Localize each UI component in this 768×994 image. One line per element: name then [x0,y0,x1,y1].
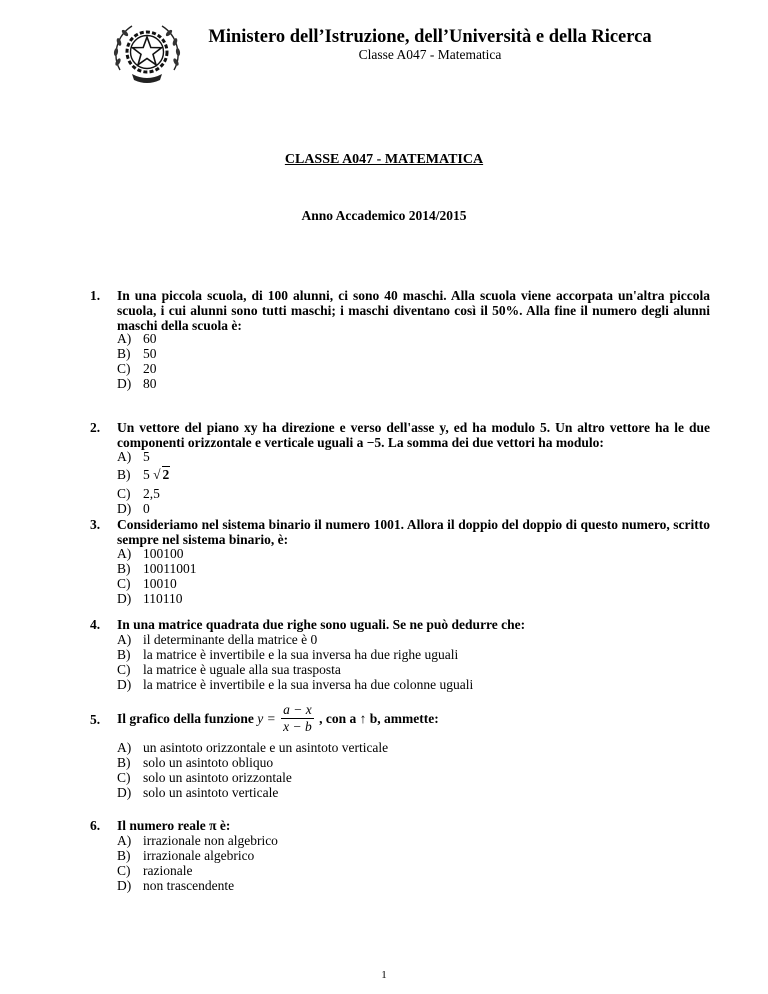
question-number: 6. [90,818,101,833]
square-root: √ 2 [153,467,170,482]
ministry-title: Ministero dell’Istruzione, dell’Università e della Ricerca [208,27,652,47]
option-b: B) 50 [117,346,157,361]
option-a: A) 60 [117,331,157,346]
option-a: A) il determinante della matrice è 0 [117,632,318,647]
document-title: CLASSE A047 - MATEMATICA [284,152,484,167]
question-number: 4. [90,617,101,632]
option-c: C) 2,5 [117,486,160,501]
ministry-subtitle: Classe A047 - Matematica [358,47,502,62]
function-fraction: $\frac{a - x}{x - b}$ [283,702,312,734]
option-d: D) solo un asintoto verticale [117,785,279,800]
option-d: D) 80 [117,376,157,391]
option-a: A) un asintoto orizzontale e un asintoto verticale [117,740,389,755]
question-number: 5. [90,712,101,727]
option-b: B) 5 √ 2 [117,464,170,486]
option-list [117,833,278,893]
option-c: C) solo un asintoto orizzontale [117,770,292,785]
question-text: Un vettore del piano xy ha direzione e verso dell'asse y, ed ha modulo 5. Un altro vettore ha le due componenti orizzontale e verticale uguali a −5. La somma dei due vettori ha modulo: [117,420,710,450]
question-text: In una matrice quadrata due righe sono uguali. Se ne può dedurre che: [117,617,526,632]
option-c: C) 20 [117,361,157,376]
option-list [117,449,170,516]
academic-year: Anno Accademico 2014/2015 [301,208,467,223]
option-b: B) 10011001 [117,561,197,576]
option-c: C) razionale [117,863,193,878]
option-a: A) 5 [117,449,150,464]
page-number: 1 [381,969,387,981]
question-text: Il grafico della funzione y = $\frac{a - x}{x - b}$ , con a ↑ b, ammette: [117,702,439,734]
option-d: D) la matrice è invertibile e la sua inversa ha due colonne uguali [117,677,474,692]
option-c: C) la matrice è uguale alla sua trasposta [117,662,341,677]
option-d: D) 0 [117,501,150,516]
option-b: B) la matrice è invertibile e la sua inversa ha due righe uguali [117,647,459,662]
question-text: Consideriamo nel sistema binario il numero 1001. Allora il doppio del doppio di questo numero, scritto sempre nel sistema binario, è: [117,517,710,547]
option-list [117,546,197,606]
option-a: A) irrazionale non algebrico [117,833,278,848]
italian-republic-emblem-icon [110,18,184,88]
option-c: C) 10010 [117,576,177,591]
option-list [117,740,388,800]
question-text: In una piccola scuola, di 100 alunni, ci sono 40 maschi. Alla scuola viene accorpata un'altra piccola scuola, i cui alunni sono tutti maschi; i maschi diventano così il 50%. Alla fine il numero degli alunni maschi della scuola è: [117,288,710,333]
option-list [117,331,157,391]
option-d: D) 110110 [117,591,183,606]
option-d: D) non trascendente [117,878,235,893]
question-number: 1. [90,288,101,303]
question-text: Il numero reale π è: [117,818,231,833]
option-a: A) 100100 [117,546,184,561]
option-b: B) solo un asintoto obliquo [117,755,274,770]
question-number: 3. [90,517,101,532]
option-list [117,632,473,692]
option-b: B) irrazionale algebrico [117,848,255,863]
question-number: 2. [90,420,101,435]
